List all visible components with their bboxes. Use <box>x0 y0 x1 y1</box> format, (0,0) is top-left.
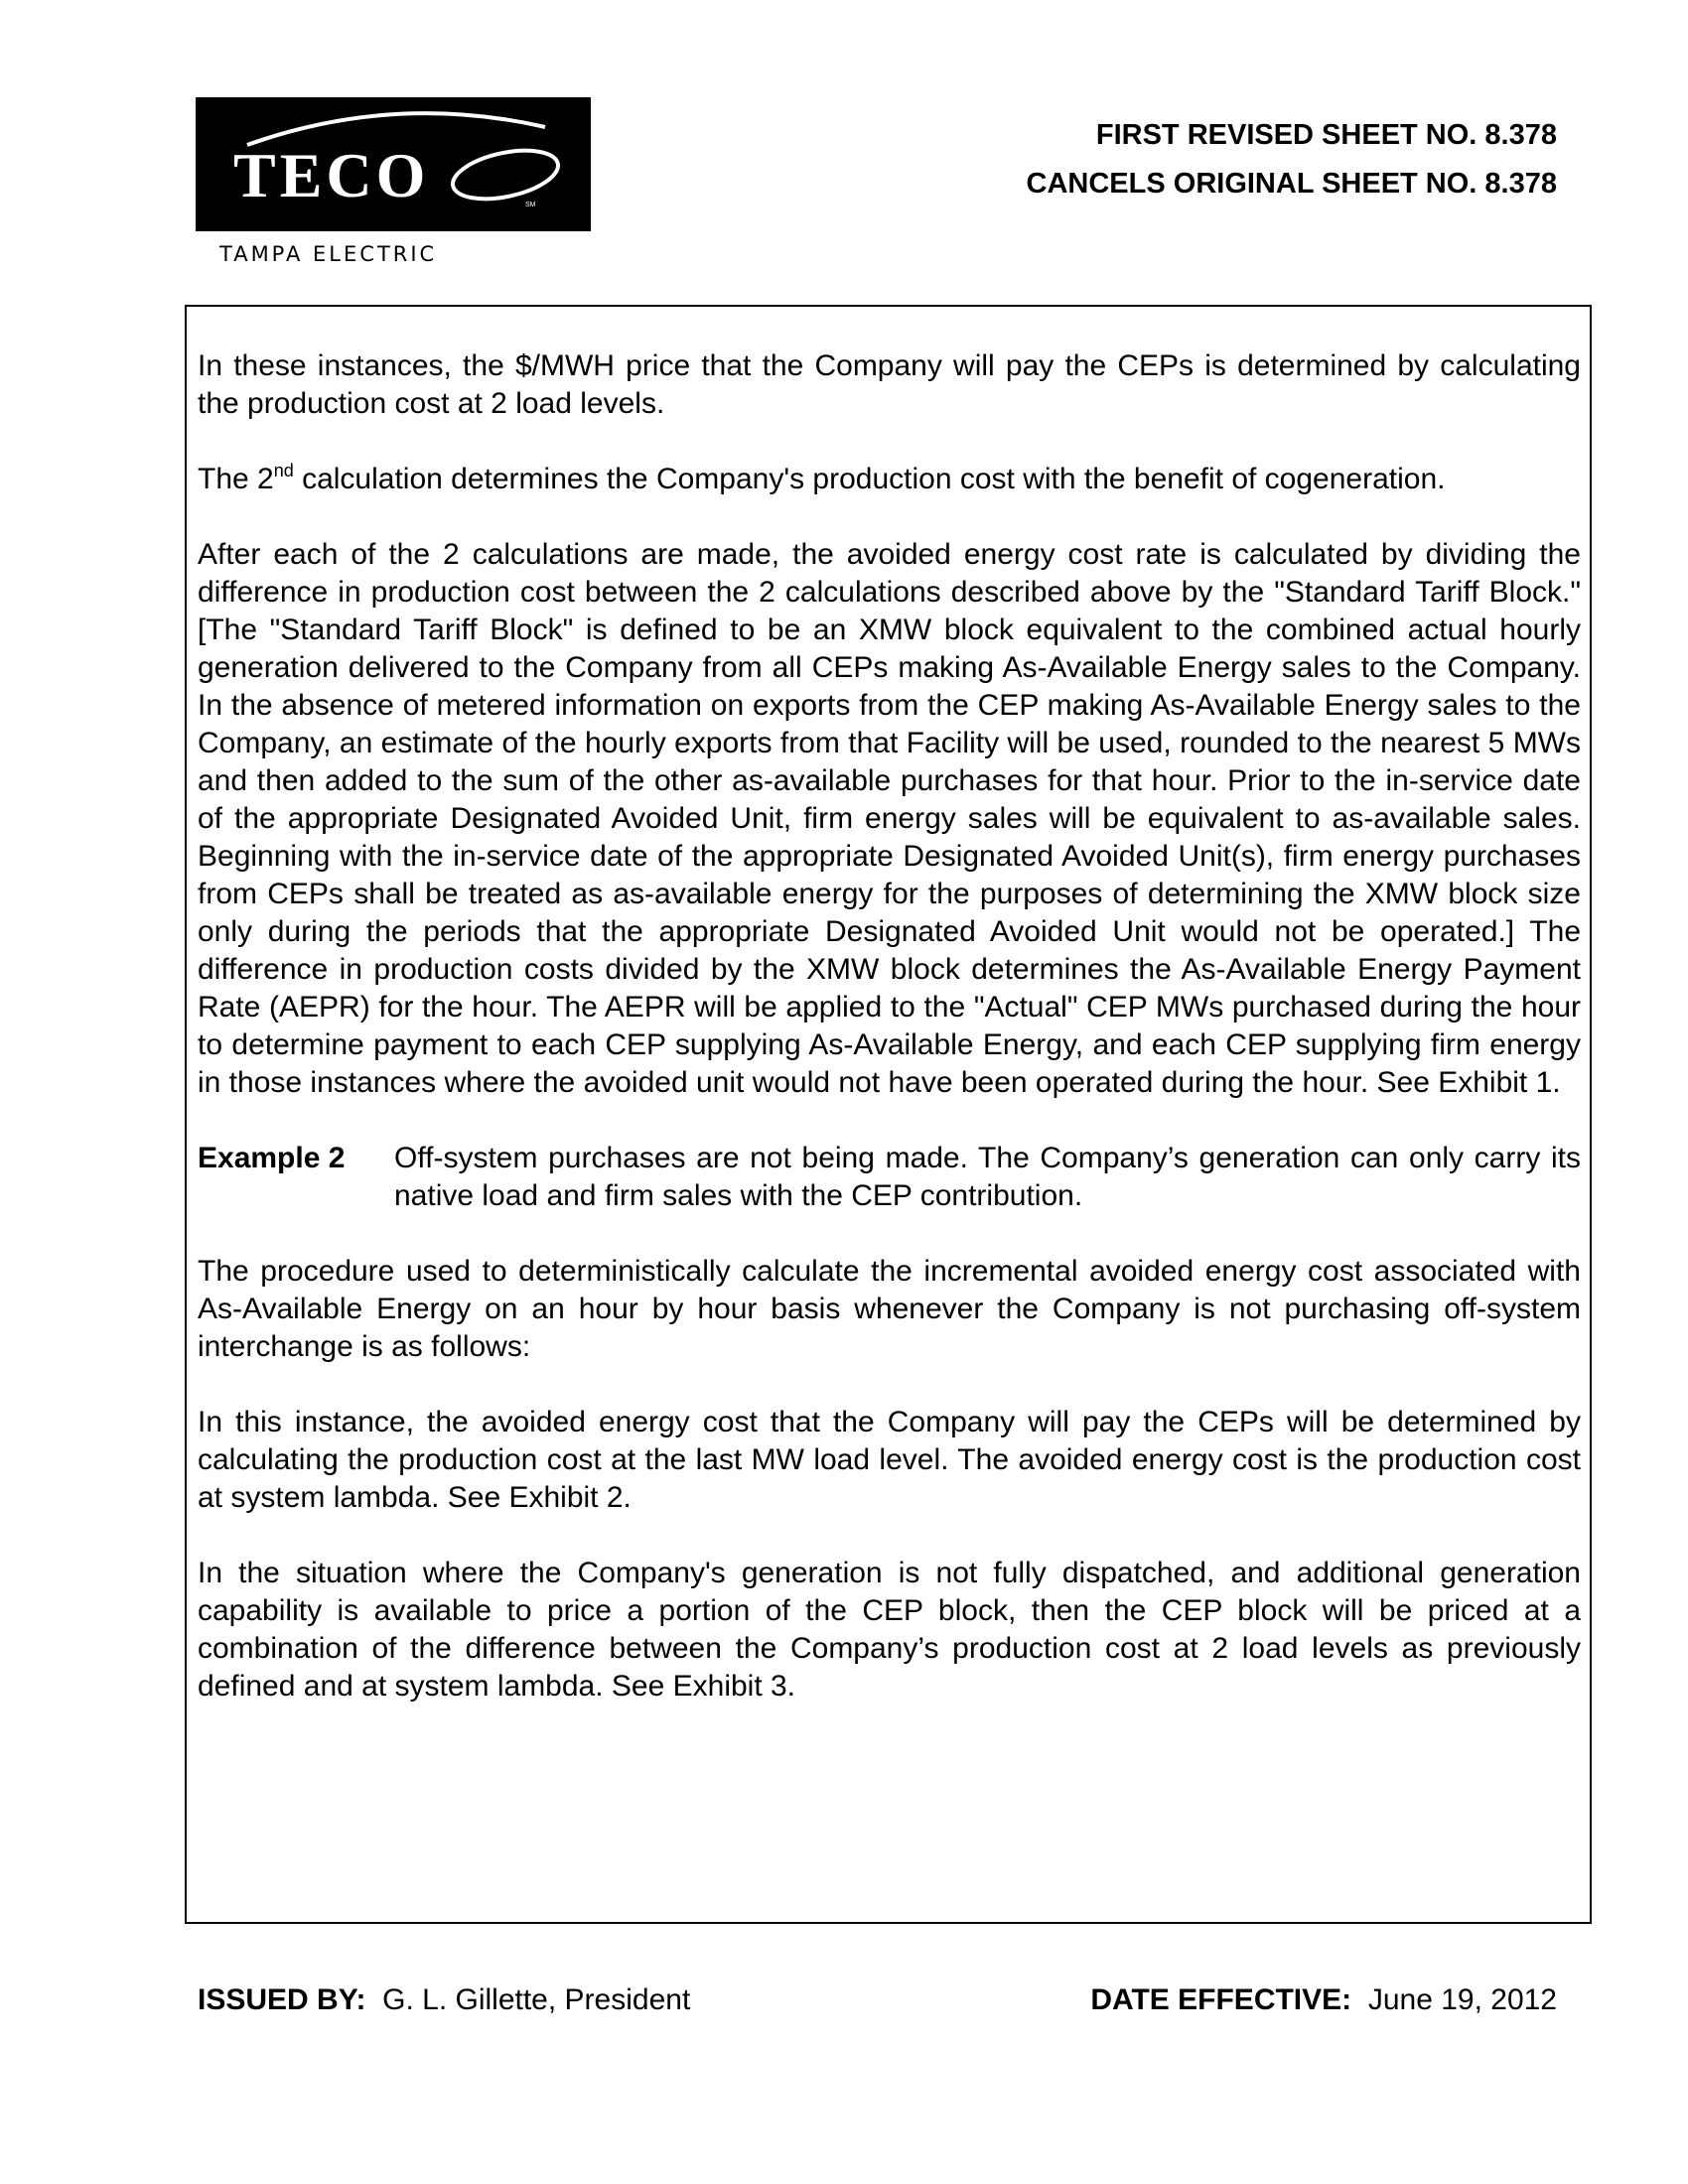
company-logo <box>196 97 591 231</box>
date-effective <box>1090 1983 1557 2017</box>
example-text: Off-system purchases are not being made. The Company’s generation can only carry its native load and firm sales with the CEP contribution. <box>394 1142 1581 1212</box>
date-effective-value: June 19, 2012 <box>1367 1983 1557 2016</box>
issued-by <box>198 1983 690 2017</box>
paragraph-procedure: The procedure used to deterministically calculate the incremental avoided energy cost associated with As-Available Energy on an hour by hour basis whenever the Company is not purchasing off-system interchange is as follows: <box>198 1255 1581 1363</box>
logo-subtitle: TAMPA ELECTRIC <box>219 242 438 266</box>
paragraph-last-mw-load: In this instance, the avoided energy cost that the Company will pay the CEPs will be determined by calculating the production cost at the last MW load level. The avoided energy cost is the production cost at system lambda. See Exhibit 2. <box>198 1406 1581 1514</box>
date-effective-label: DATE EFFECTIVE: <box>1090 1983 1352 2016</box>
paragraph-not-fully-dispatched: In the situation where the Company's generation is not fully dispatched, and additional generation capability is available to price a portion of the CEP block, then the CEP block will be priced at a combination of the difference between the Company’s production cost at 2 load levels as previously defined and at system lambda. See Exhibit 3. <box>198 1557 1581 1703</box>
sheet-number-heading <box>1027 111 1557 208</box>
paragraph-second-calculation: The 2nd calculation determines the Company's production cost with the benefit of cogeneration. <box>198 461 1446 495</box>
example-label: Example 2 <box>198 1142 346 1174</box>
issued-by-label: ISSUED BY: <box>198 1983 366 2016</box>
sheet-line-cancels: CANCELS ORIGINAL SHEET NO. 8.378 <box>1026 168 1557 200</box>
example-2 <box>198 1140 1581 1215</box>
ordinal-superscript: nd <box>273 461 294 480</box>
tariff-body <box>198 347 1581 1743</box>
issued-by-value: G. L. Gillette, President <box>382 1983 691 2016</box>
paragraph-price-determination: In these instances, the $/MWH price that the Company will pay the CEPs is determined by calculating the production cost at 2 load levels. <box>198 349 1581 420</box>
paragraph-avoided-energy-rate: After each of the 2 calculations are made, the avoided energy cost rate is calculated by dividing the difference in production cost between the 2 calculations described above by the "Standard Tariff Block." [The "Standard Tariff Block" is defined to be an XMW block equivalent to the combined actual hourly generation delivered to the Company from all CEPs making As-Available Energy sales to the Company. In the absence of metered information on exports from the CEP making As-Available Energy sales to the Company, an estimate of the hourly exports from that Facility will be used, rounded to the nearest 5 MWs and then added to the sum of the other as-available purchases for that hour. Prior to the in-service date of the appropriate Designated Avoided Unit, firm energy sales will be equivalent to as-available sales. Beginning with the in-service date of the appropriate Designated Avoided Unit(s), firm energy purchases from CEPs shall be treated as as-available energy for the purposes of determining the XMW block size only during the periods that the appropriate Designated Avoided Unit would not be operated.] The difference in production costs divided by the XMW block determines the As-Available Energy Payment Rate (AEPR) for the hour. The AEPR will be applied to the "Actual" CEP MWs purchased during the hour to determine payment to each CEP supplying As-Available Energy, and each CEP supplying firm energy in those instances where the avoided unit would not have been operated during the hour. See Exhibit 1. <box>198 538 1581 1099</box>
svg-text:SM: SM <box>525 202 536 208</box>
logo-text: TECO <box>233 140 430 210</box>
teco-logo-graphic <box>196 97 591 231</box>
sheet-line-revised: FIRST REVISED SHEET NO. 8.378 <box>1095 119 1557 151</box>
